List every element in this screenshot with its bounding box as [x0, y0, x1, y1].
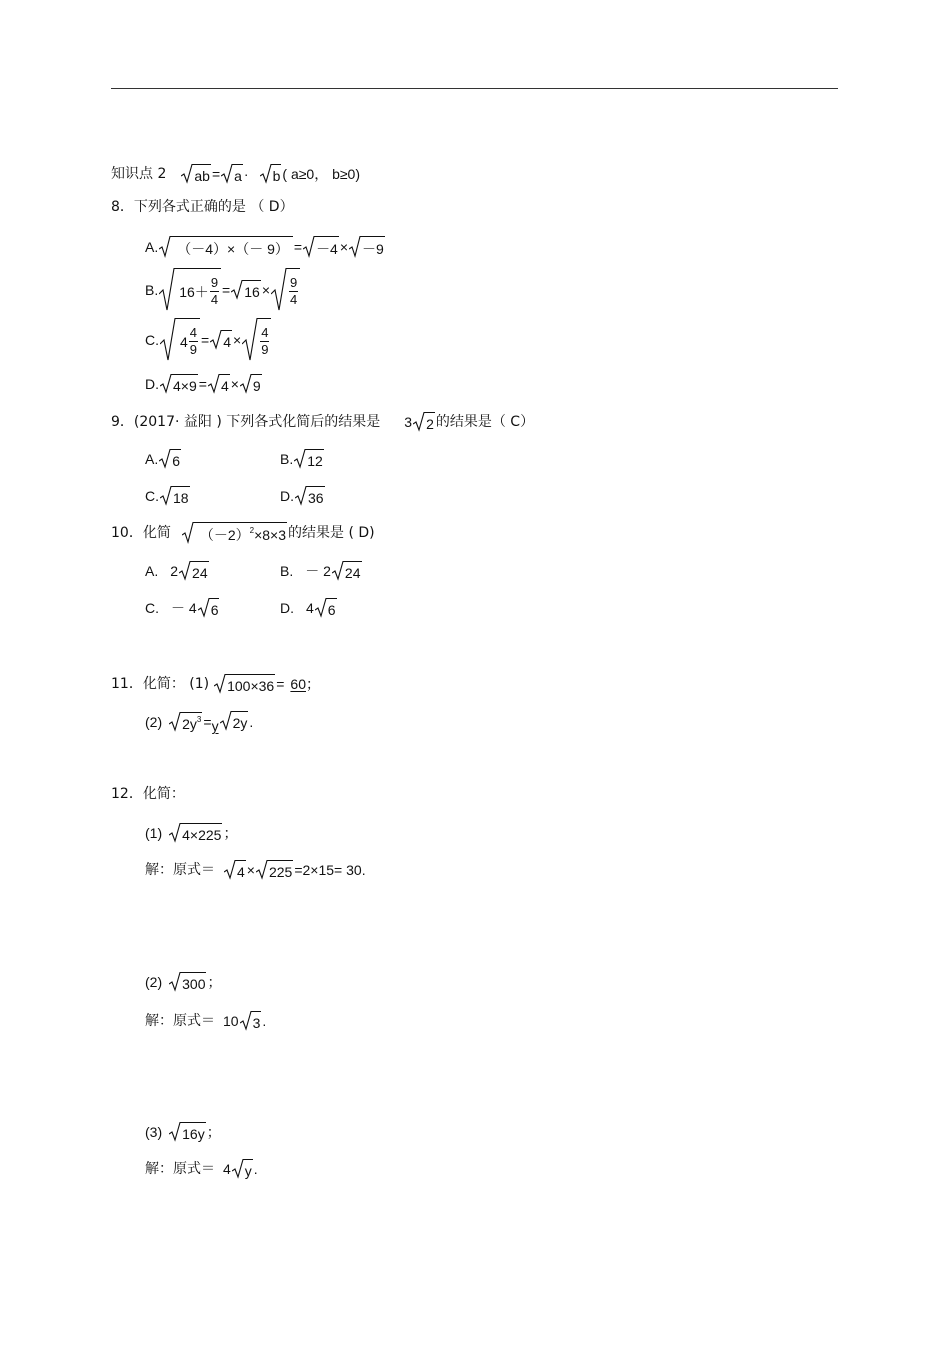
q12-solution-2: 解：原式＝ 10 3 . — [145, 1013, 267, 1031]
q8-option-c: C. 4 $\frac{4}{9}$ = 4 × $\frac{4}{9}$ — [145, 318, 272, 362]
q10-option-c: C. － 4 6 — [145, 600, 219, 618]
q9-option-d: D. 36 — [280, 488, 324, 506]
q10-option-d: D. 4 6 — [280, 600, 336, 618]
q11-part1: 11．化简： (1) 100×36 = 60 ； — [111, 676, 320, 694]
q9-option-a: A. 6 — [145, 451, 181, 469]
q9-option-b: B. 12 — [280, 451, 323, 469]
sqrt-b: b — [260, 164, 282, 184]
q12-part3: (3) 16y ； — [145, 1124, 221, 1142]
q12-solution-1: 解：原式＝ 4 × 225 =2×15= 30. — [145, 862, 366, 880]
q12-part1: (1) 4×225 ； — [145, 825, 238, 843]
q11-part2: (2) 2y $^3$ = y 2y . — [145, 711, 253, 733]
q12-solution-3: 解：原式＝ 4 y . — [145, 1161, 258, 1179]
q8-option-b: B. 16＋ $\frac{9}{4}$ = 16 × $\frac{9}{4}$ — [145, 268, 301, 312]
q8-option-d: D. 4×9 = 4 × 9 — [145, 376, 261, 394]
q9-stem: 9．(2017· 益阳 ) 下列各式化简后的结果是 3 2 的结果是（ C） — [111, 414, 535, 432]
q8-option-a: A. （－4）×（－ 9） = －4 × －9 — [145, 236, 386, 258]
q10-option-a: A. 2 24 — [145, 563, 208, 581]
knowledge-label: 知识点 2 — [111, 166, 167, 182]
q9-option-c: C. 18 — [145, 488, 189, 506]
sqrt-ab: ab — [181, 164, 211, 184]
q8-stem: 8．下列各式正确的是 （ D） — [111, 199, 294, 215]
q10-option-b: B. － 2 24 — [280, 563, 361, 581]
q11-answer-1: 60 — [290, 676, 306, 692]
q12-part2: (2) 300 ； — [145, 974, 222, 992]
q12-stem: 12．化简： — [111, 786, 185, 802]
header-rule — [111, 88, 838, 89]
knowledge-point-line: 知识点 2 ab = a · b ( a≥0， b≥0) — [111, 166, 361, 184]
sqrt-a: a — [221, 164, 243, 184]
q10-stem: 10．化简 （－2） $^2$ ×8×3 的结果是 ( D) — [111, 522, 375, 544]
q11-answer-2: y 2y — [212, 711, 250, 733]
